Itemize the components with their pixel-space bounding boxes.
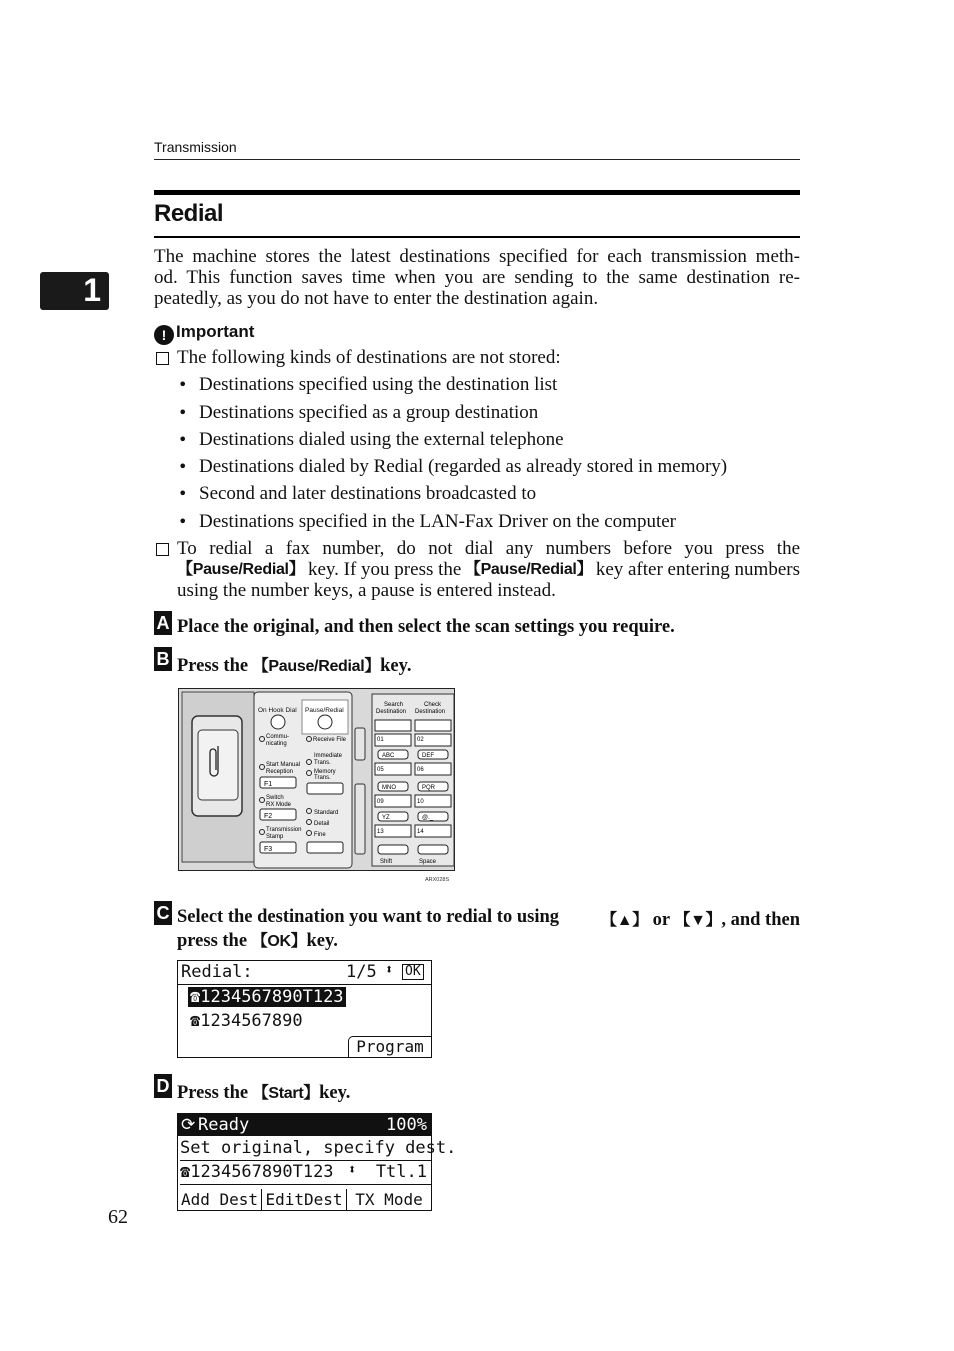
bullet-icon: •	[178, 375, 188, 394]
svg-text:10: 10	[417, 799, 424, 805]
chapter-number: 1	[83, 272, 101, 308]
step-text-cont: press the 【OK】key.	[177, 931, 338, 951]
on-hook-label: On Hook Dial	[258, 707, 297, 714]
ready-icon: ⟳	[181, 1115, 196, 1135]
lcd-percent: 100%	[386, 1115, 427, 1135]
svg-text:Destination: Destination	[415, 709, 446, 715]
svg-text:PQR: PQR	[422, 785, 436, 791]
lcd-total: Ttl.1	[375, 1162, 427, 1182]
lcd-entry[interactable]: ☎1234567890	[190, 1011, 303, 1031]
svg-text:nicating: nicating	[266, 741, 287, 747]
svg-text:Shift: Shift	[380, 859, 393, 865]
pause-redial-button	[318, 715, 332, 729]
important-item-line: To redial a fax number, do not dial any numbers before you press the	[177, 538, 800, 559]
svg-text:01: 01	[377, 737, 384, 743]
svg-text:ABC: ABC	[382, 753, 395, 759]
svg-text:14: 14	[417, 829, 424, 835]
svg-text:13: 13	[377, 829, 384, 835]
chapter-tab	[40, 272, 109, 310]
phone-icon: ☎	[190, 1011, 201, 1031]
page-number: 62	[108, 1206, 128, 1228]
svg-text:Trans.: Trans.	[314, 775, 331, 781]
checkbox-icon	[156, 352, 169, 365]
svg-text:Fine: Fine	[314, 832, 326, 838]
up-down-arrow-icon: ⬍	[385, 962, 394, 978]
svg-text:Immediate: Immediate	[314, 753, 343, 759]
step-text: Press the 【Pause/Redial】key.	[177, 656, 412, 676]
lcd-message: Set original, specify dest.	[180, 1138, 431, 1161]
svg-text:DEF: DEF	[422, 753, 434, 759]
svg-text:Start Manual: Start Manual	[266, 762, 301, 768]
step-number: A	[154, 611, 172, 635]
intro-line: The machine stores the latest destinations specified for each transmission meth-	[154, 246, 800, 267]
svg-text:Detail: Detail	[314, 821, 330, 827]
figure-code: ARX028S	[425, 877, 450, 883]
bullet-item: Destinations dialed using the external telephone	[199, 429, 564, 450]
svg-text:Switch: Switch	[266, 795, 284, 801]
bullet-icon: •	[178, 430, 188, 449]
lcd-ready-screen	[177, 1113, 457, 1211]
svg-text:Transmission: Transmission	[266, 827, 302, 833]
pause-redial-label: Pause/Redial	[305, 707, 344, 714]
important-icon: !	[154, 325, 174, 345]
bullet-icon: •	[178, 403, 188, 422]
step-text: Select the destination you want to redial to using 【▲】 or 【▼】, and then	[177, 907, 800, 930]
lcd-tx-mode-button[interactable]: TX Mode	[355, 1190, 423, 1209]
svg-text:@._: @._	[422, 815, 434, 821]
section-title: Redial	[154, 200, 224, 227]
important-heading	[154, 322, 254, 345]
step-text: Press the 【Start】key.	[177, 1083, 351, 1103]
svg-text:Standard: Standard	[314, 810, 339, 816]
up-down-arrow-icon: ⬍	[348, 1162, 357, 1178]
important-label: Important	[176, 322, 255, 341]
svg-text:Search: Search	[384, 702, 404, 708]
bullet-icon: •	[178, 512, 188, 531]
key-pause-redial: 【Pause/Redial】	[464, 561, 593, 578]
lcd-status-bar	[178, 1114, 431, 1136]
svg-text:F3: F3	[264, 846, 273, 853]
lcd-ok-button[interactable]: OK	[402, 964, 424, 980]
communicating-label: Commu-	[266, 734, 290, 740]
important-item-line: using the number keys, a pause is entered instead.	[177, 580, 556, 601]
svg-text:F1: F1	[264, 781, 273, 788]
control-panel-illustration	[178, 688, 456, 884]
bullet-item: Second and later destinations broadcasted to	[199, 483, 537, 504]
receive-file-label: Receive File	[313, 737, 347, 743]
lcd-entry-selected[interactable]: ☎1234567890T123	[190, 987, 344, 1007]
intro-line: peatedly, as you do not have to enter the destination again.	[154, 288, 599, 309]
svg-text:Trans.: Trans.	[314, 760, 331, 766]
svg-text:05: 05	[377, 767, 384, 773]
svg-text:09: 09	[377, 799, 384, 805]
svg-text:Stamp: Stamp	[266, 834, 284, 840]
svg-text:MNO: MNO	[382, 785, 396, 791]
svg-text:Destination: Destination	[376, 709, 407, 715]
intro-paragraph	[154, 246, 800, 309]
checkbox-icon	[156, 543, 169, 556]
title-rule-top	[154, 190, 800, 195]
svg-text:Memory: Memory	[314, 769, 336, 775]
step-number: B	[154, 647, 172, 671]
lcd-title: Redial:	[181, 962, 253, 982]
bullet-item: Destinations specified using the destination list	[199, 374, 558, 395]
intro-line: od. This function saves time when you are sending to the same destination re-	[154, 267, 800, 288]
phone-icon: ☎	[190, 987, 201, 1007]
bullet-item: Destinations dialed by Redial (regarded as already stored in memory)	[199, 456, 728, 477]
svg-text:F2: F2	[264, 813, 273, 820]
lcd-destination: 1234567890T123	[190, 1162, 334, 1182]
lcd-title-row	[178, 962, 431, 985]
bullet-item: Destinations specified as a group destination	[199, 402, 539, 423]
svg-text:Reception: Reception	[266, 769, 294, 775]
important-item-line	[177, 559, 800, 580]
step-number: C	[154, 901, 172, 925]
header-rule	[154, 159, 800, 160]
lcd-edit-dest-button[interactable]: EditDest	[262, 1189, 347, 1210]
text-span: key. If you press the	[307, 559, 462, 580]
bullet-icon: •	[178, 484, 188, 503]
bullet-icon: •	[178, 457, 188, 476]
lcd-counter: 1/5	[346, 962, 377, 982]
lcd-status: Ready	[198, 1115, 250, 1135]
svg-text:RX Mode: RX Mode	[266, 802, 292, 808]
svg-text:Check: Check	[424, 702, 442, 708]
key-pause-redial: 【Pause/Redial】	[177, 561, 305, 578]
lcd-program-button[interactable]: Program	[348, 1036, 431, 1057]
important-item: The following kinds of destinations are not stored:	[177, 347, 561, 368]
lcd-destination-row	[180, 1162, 431, 1185]
phone-icon: ☎	[180, 1162, 191, 1182]
text-span: key after entering numbers	[595, 559, 800, 580]
svg-text:02: 02	[417, 737, 424, 743]
title-rule-bottom	[154, 236, 800, 238]
lcd-redial-screen	[177, 960, 432, 1058]
bullet-item: Destinations specified in the LAN-Fax Driver on the computer	[199, 511, 676, 532]
running-head: Transmission	[154, 139, 237, 155]
on-hook-button	[271, 715, 285, 729]
step-number: D	[154, 1074, 172, 1098]
step-text: Place the original, and then select the scan settings you require.	[177, 617, 675, 637]
svg-text:06: 06	[417, 767, 424, 773]
svg-text:YZ: YZ	[382, 815, 390, 821]
svg-text:Space: Space	[419, 859, 437, 865]
lcd-add-dest-button[interactable]: Add Dest	[178, 1189, 262, 1210]
